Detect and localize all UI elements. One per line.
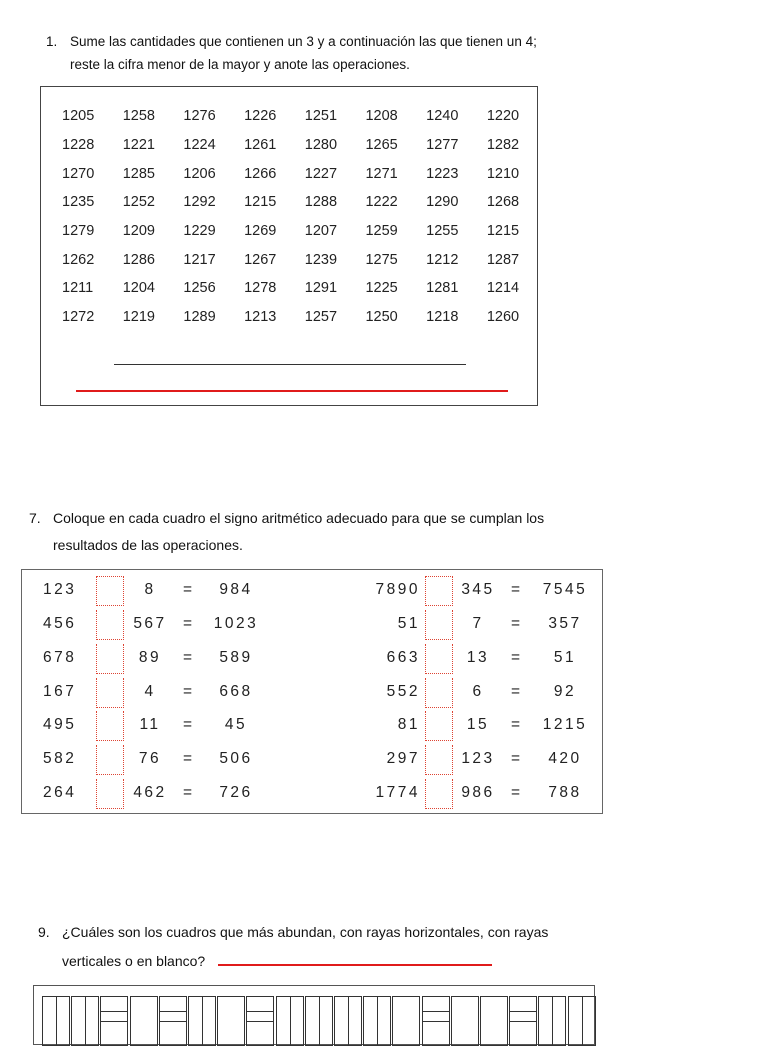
grid-number: 1221	[122, 137, 155, 154]
grid-number: 1226	[244, 108, 277, 125]
grid-number: 1227	[304, 165, 338, 182]
operand-b: 8	[144, 581, 156, 598]
horizontal-lines-square	[509, 996, 537, 1046]
grid-row	[62, 217, 548, 246]
operand-b: 76	[138, 750, 162, 767]
grid-number: 1215	[244, 194, 277, 211]
result: 51	[553, 649, 577, 666]
equals-sign: =	[511, 683, 523, 700]
operand-b: 6	[472, 683, 484, 700]
exercise-7-line1: Coloque en cada cuadro el signo aritmético adecuado para que se cumplan los	[53, 510, 545, 526]
grid-row	[62, 303, 548, 332]
equals-sign: =	[511, 784, 523, 801]
result: 420	[548, 750, 582, 767]
grid-number: 1240	[426, 108, 459, 125]
operand-a: 51	[397, 615, 420, 632]
equation-row-right	[22, 644, 602, 674]
horizontal-lines-square	[100, 996, 128, 1046]
grid-number: 1270	[62, 165, 95, 182]
equals-sign: =	[511, 581, 523, 598]
grid-number: 1278	[244, 280, 277, 297]
grid-number: 1265	[365, 137, 398, 154]
grid-number: 1285	[122, 165, 155, 182]
blank-square	[130, 996, 158, 1046]
operand-b: 15	[466, 716, 490, 733]
grid-number: 1280	[304, 137, 338, 154]
grid-number: 1217	[183, 251, 216, 268]
equation-row-right	[22, 576, 602, 606]
grid-number: 1282	[486, 137, 520, 154]
operand-b: 89	[138, 649, 162, 666]
grid-number: 1255	[426, 223, 459, 240]
exercise-9-number: 9.	[38, 924, 50, 940]
grid-number: 1213	[244, 309, 277, 326]
vertical-lines-square	[538, 996, 566, 1046]
result: 589	[219, 649, 253, 666]
equation-row-right	[22, 711, 602, 741]
equation-row-right	[22, 745, 602, 775]
exercise-9-box	[33, 985, 595, 1045]
grid-number: 1222	[365, 194, 398, 211]
operand-b: 986	[461, 784, 495, 801]
operand-a: 456	[43, 615, 77, 632]
grid-number: 1277	[426, 137, 459, 154]
operand-a: 582	[43, 750, 77, 767]
equals-sign: =	[511, 615, 523, 632]
equals-sign: =	[183, 683, 195, 700]
operand-b: 345	[461, 581, 495, 598]
exercise-1-instruction	[46, 34, 537, 49]
grid-number: 1209	[122, 223, 155, 240]
grid-number: 1257	[304, 309, 338, 326]
grid-number: 1206	[183, 165, 216, 182]
result: 45	[224, 716, 248, 733]
grid-number: 1266	[244, 165, 277, 182]
equals-sign: =	[183, 581, 195, 598]
vertical-lines-square	[42, 996, 70, 1046]
operand-b: 13	[466, 649, 490, 666]
blank-square	[392, 996, 420, 1046]
operand-a: 1774	[375, 784, 420, 801]
exercise-9-line1: ¿Cuáles son los cuadros que más abundan, con rayas horizontales, con rayas	[62, 924, 549, 940]
grid-number: 1225	[365, 280, 398, 297]
grid-number: 1276	[183, 108, 216, 125]
grid-row	[62, 188, 548, 217]
grid-number: 1250	[365, 309, 398, 326]
grid-number: 1204	[122, 280, 155, 297]
sign-box[interactable]	[425, 678, 453, 708]
result: 506	[219, 750, 253, 767]
grid-number: 1291	[304, 280, 338, 297]
grid-number: 1252	[122, 194, 155, 211]
grid-number: 1269	[244, 223, 277, 240]
grid-number: 1239	[304, 251, 338, 268]
grid-row	[62, 159, 548, 188]
grid-number: 1268	[486, 194, 520, 211]
equals-sign: =	[511, 716, 523, 733]
sign-box[interactable]	[425, 711, 453, 741]
operand-a: 123	[43, 581, 77, 598]
grid-number: 1212	[426, 251, 459, 268]
operand-a: 495	[43, 716, 77, 733]
sign-box[interactable]	[425, 576, 453, 606]
grid-row	[62, 274, 548, 303]
horizontal-lines-square	[159, 996, 187, 1046]
grid-number: 1207	[304, 223, 338, 240]
operand-a: 297	[386, 750, 420, 767]
grid-number: 1205	[62, 108, 95, 125]
grid-number: 1223	[426, 165, 459, 182]
exercise-7-box	[21, 569, 603, 814]
grid-number: 1261	[244, 137, 277, 154]
operand-a: 264	[43, 784, 77, 801]
operand-a: 167	[43, 683, 77, 700]
grid-number: 1229	[183, 223, 216, 240]
vertical-lines-square	[305, 996, 333, 1046]
grid-number: 1218	[426, 309, 459, 326]
operand-a: 81	[397, 716, 420, 733]
grid-number: 1288	[304, 194, 338, 211]
sign-box[interactable]	[425, 644, 453, 674]
vertical-lines-square	[71, 996, 99, 1046]
numbers-grid	[62, 102, 548, 332]
equation-row-right	[22, 610, 602, 640]
equation-row-right	[22, 678, 602, 708]
equation-row-right	[22, 779, 602, 809]
grid-row	[62, 102, 548, 131]
blank-square	[217, 996, 245, 1046]
horizontal-lines-square	[422, 996, 450, 1046]
equals-sign: =	[183, 649, 195, 666]
exercise-7-instruction	[29, 510, 544, 526]
operand-b: 7	[472, 615, 484, 632]
exercise-9-answer-line[interactable]	[218, 964, 492, 966]
vertical-lines-square	[276, 996, 304, 1046]
equals-sign: =	[183, 750, 195, 767]
operand-a: 7890	[375, 581, 420, 598]
answer-line-2[interactable]	[76, 390, 508, 392]
grid-row	[62, 131, 548, 160]
equals-sign: =	[183, 784, 195, 801]
sign-box[interactable]	[425, 779, 453, 809]
vertical-lines-square	[363, 996, 391, 1046]
exercise-1-line2: reste la cifra menor de la mayor y anote las operaciones.	[70, 57, 410, 72]
grid-number: 1267	[244, 251, 277, 268]
grid-number: 1214	[486, 280, 520, 297]
result: 984	[219, 581, 253, 598]
result: 357	[548, 615, 582, 632]
blank-square	[480, 996, 508, 1046]
grid-number: 1262	[62, 251, 95, 268]
vertical-lines-square	[334, 996, 362, 1046]
result: 1215	[542, 716, 588, 733]
operand-b: 11	[139, 716, 161, 733]
grid-number: 1260	[486, 309, 520, 326]
operand-b: 123	[461, 750, 495, 767]
grid-number: 1272	[62, 309, 95, 326]
result: 1023	[213, 615, 259, 632]
grid-number: 1292	[183, 194, 216, 211]
operand-a: 678	[43, 649, 77, 666]
grid-number: 1275	[365, 251, 398, 268]
operand-a: 663	[386, 649, 420, 666]
sign-box[interactable]	[425, 610, 453, 640]
operand-a: 552	[386, 683, 420, 700]
equals-sign: =	[511, 649, 523, 666]
result: 92	[553, 683, 577, 700]
grid-row	[62, 245, 548, 274]
grid-number: 1281	[426, 280, 459, 297]
exercise-9-line2: verticales o en blanco?	[62, 953, 206, 969]
result: 788	[548, 784, 582, 801]
grid-number: 1219	[122, 309, 155, 326]
result: 668	[219, 683, 253, 700]
grid-number: 1290	[426, 194, 459, 211]
grid-number: 1224	[183, 137, 216, 154]
operand-b: 4	[144, 683, 156, 700]
result: 7545	[542, 581, 588, 598]
horizontal-lines-square	[246, 996, 274, 1046]
grid-number: 1228	[62, 137, 95, 154]
sign-box[interactable]	[425, 745, 453, 775]
grid-number: 1208	[365, 108, 398, 125]
operand-b: 462	[133, 784, 167, 801]
grid-number: 1258	[122, 108, 155, 125]
result: 726	[219, 784, 253, 801]
grid-number: 1210	[486, 165, 520, 182]
grid-number: 1271	[365, 165, 398, 182]
grid-number: 1215	[486, 223, 520, 240]
grid-number: 1259	[365, 223, 398, 240]
grid-number: 1287	[486, 251, 520, 268]
grid-number: 1211	[62, 280, 94, 297]
equals-sign: =	[511, 750, 523, 767]
grid-number: 1279	[62, 223, 95, 240]
grid-number: 1256	[183, 280, 216, 297]
answer-line-1[interactable]	[114, 364, 466, 365]
exercise-7-line2: resultados de las operaciones.	[53, 537, 243, 553]
operand-b: 567	[133, 615, 167, 632]
grid-number: 1251	[304, 108, 338, 125]
grid-number: 1220	[486, 108, 520, 125]
equals-sign: =	[183, 615, 195, 632]
equals-sign: =	[183, 716, 195, 733]
exercise-7-number: 7.	[29, 510, 41, 526]
blank-square	[451, 996, 479, 1046]
vertical-lines-square	[188, 996, 216, 1046]
exercise-1-line1: Sume las cantidades que contienen un 3 y a continuación las que tienen un 4;	[70, 34, 537, 49]
exercise-9-instruction	[38, 924, 548, 940]
grid-number: 1289	[183, 309, 216, 326]
vertical-lines-square	[568, 996, 596, 1046]
grid-number: 1235	[62, 194, 95, 211]
grid-number: 1286	[122, 251, 155, 268]
exercise-1-number: 1.	[46, 34, 58, 49]
